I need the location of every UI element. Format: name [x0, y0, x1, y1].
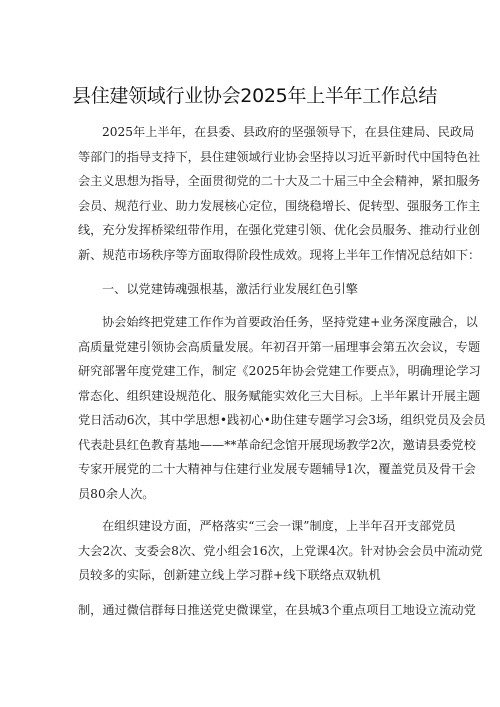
- text-line: 线，充分发挥桥梁纽带作用，在强化党建引领、优化会员服务、推动行业创: [78, 223, 481, 237]
- text-line: 员80余人次。: [78, 486, 155, 501]
- text-line: 员较多的实际，创新建立线上学习群+线下联络点双轨机: [78, 568, 381, 582]
- paragraph-organization: [78, 514, 483, 588]
- paragraph-continued: [78, 598, 476, 623]
- paragraph-intro: [78, 120, 481, 267]
- text-line: 会主义思想为指导，全面贯彻党的二十大及二十届三中全会精神，紧扣服务: [78, 174, 481, 188]
- text-line: 代表赴县红色教育基地——**革命纪念馆开展现场教学2次，邀请县委党校: [78, 437, 476, 452]
- text-line: 研究部署年度党建工作，制定《2025年协会党建工作要点》，明确理论学习: [78, 364, 481, 378]
- text-line: 党日活动6次，其中学思想•践初心•助住建专题学习会3场，组织党员及会员: [78, 413, 486, 427]
- document-title: 县住建领域行业协会2025年上半年工作总结: [72, 85, 438, 107]
- text-line: 专家开展党的二十大精神与住建行业发展专题辅导1次，覆盖党员及骨干会: [78, 462, 476, 476]
- text-line: 常态化、组织建设规范化、服务赋能实效化三大目标。上半年累计开展主题: [78, 388, 481, 403]
- text-line: 2025年上半年，在县委、县政府的坚强领导下，在县住建局、民政局: [102, 125, 475, 139]
- text-line: 制，通过微信群每日推送党史微课堂，在县城3个重点项目工地设立流动党: [78, 603, 476, 617]
- text-line: 新、规范市场秩序等方面取得阶段性成效。现将上半年工作情况总结如下：: [78, 247, 481, 262]
- text-line: 会员、规范行业、助力发展核心定位，围绕稳增长、促转型、强服务工作主: [78, 198, 481, 213]
- heading-text: 一、以党建铸魂强根基，激活行业发展红色引擎: [102, 282, 358, 296]
- text-line: 大会2次、支委会8次、党小组会16次，上党课4次。针对协会会员中流动党: [78, 543, 483, 558]
- text-line: 协会始终把党建工作作为首要政治任务，坚持党建+业务深度融合，以: [102, 315, 478, 329]
- section-heading: [78, 277, 433, 302]
- paragraph-party-building: [78, 310, 486, 506]
- text-line: 在组织建设方面，严格落实“三会一课”制度，上半年召开支部党员: [102, 519, 456, 533]
- text-line: 等部门的指导支持下，县住建领域行业协会坚持以习近平新时代中国特色社: [78, 149, 481, 164]
- text-line: 高质量党建引领协会高质量发展。年初召开第一届理事会第五次会议，专题: [78, 339, 481, 354]
